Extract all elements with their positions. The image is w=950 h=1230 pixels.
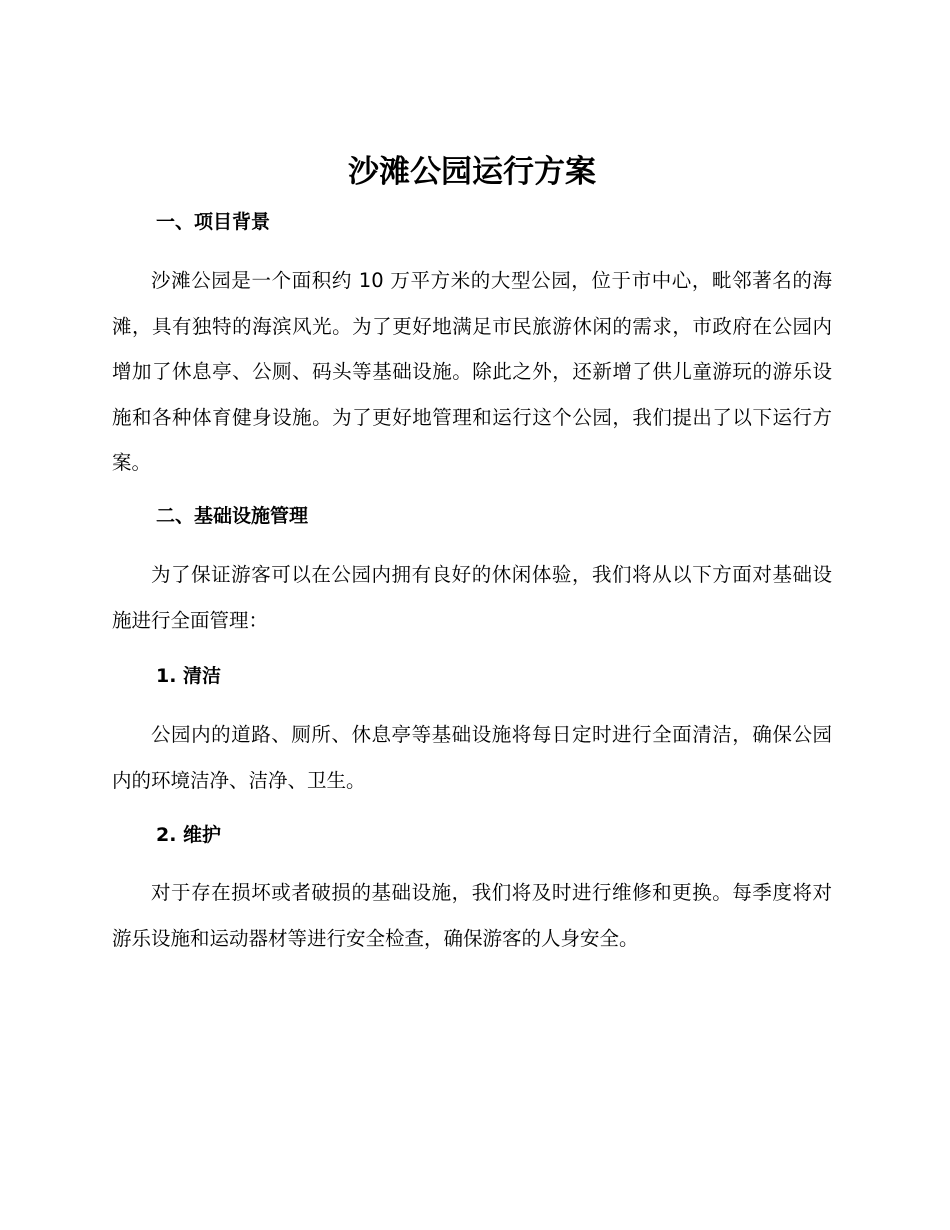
section-heading-background: 一、项目背景: [156, 211, 271, 233]
subsection-heading-maintenance: 2. 维护: [156, 824, 222, 846]
section-heading-infrastructure: 二、基础设施管理: [156, 505, 309, 527]
subsection-body-cleaning: 公园内的道路、厕所、休息亭等基础设施将每日定时进行全面清洁，确保公园内的环境洁净、洁净、卫生。: [112, 723, 832, 792]
document-title: 沙滩公园运行方案: [348, 154, 596, 190]
section-body-infrastructure: 为了保证游客可以在公园内拥有良好的休闲体验，我们将从以下方面对基础设施进行全面管理：: [112, 563, 832, 632]
subsection-heading-cleaning: 1. 清洁: [156, 665, 222, 687]
section-body-background: 沙滩公园是一个面积约 10 万平方米的大型公园，位于市中心，毗邻著名的海滩，具有独特的海滨风光。为了更好地满足市民旅游休闲的需求，市政府在公园内增加了休息亭、公厕、码头等基础设施。除此之外，还新增了供儿童游玩的游乐设施和各种体育健身设施。为了更好地管理和运行这个公园，我们提出了以下运行方案。: [112, 269, 832, 475]
subsection-body-maintenance: 对于存在损坏或者破损的基础设施，我们将及时进行维修和更换。每季度将对游乐设施和运动器材等进行安全检查，确保游客的人身安全。: [112, 881, 832, 950]
